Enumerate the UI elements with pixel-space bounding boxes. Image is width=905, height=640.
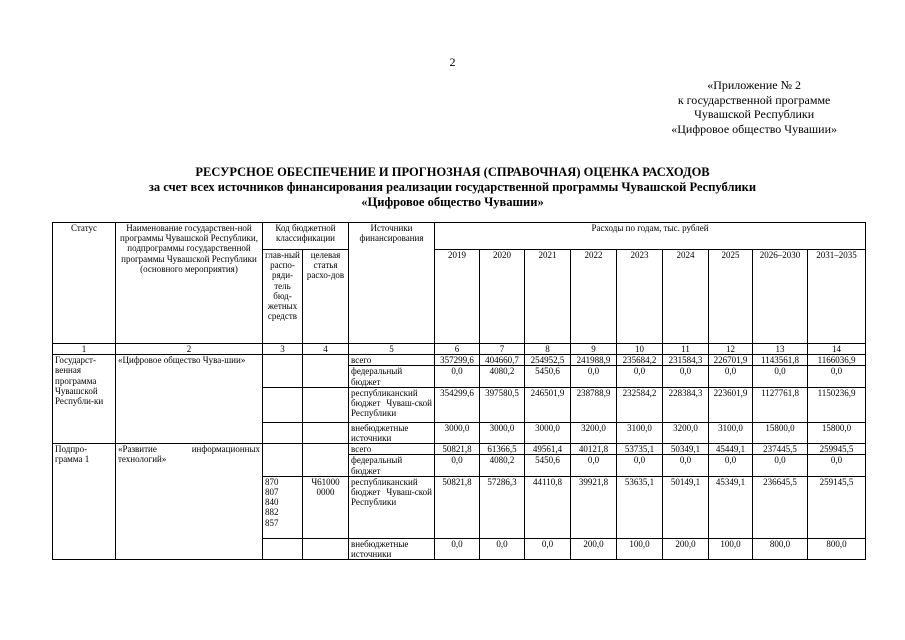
value-cell: 0,0: [709, 455, 753, 476]
code-main-cell: [263, 444, 303, 477]
value-cell: 231584,3: [663, 355, 709, 366]
value-cell: 50821,8: [435, 476, 480, 538]
value-cell: 45449,1: [709, 444, 753, 455]
appendix-line: «Приложение № 2: [707, 78, 802, 92]
code-target-cell: [303, 422, 349, 443]
code-target-cell: [303, 387, 349, 422]
header-code-target: целевая статья расхо-дов: [303, 250, 349, 344]
value-cell: 0,0: [435, 538, 480, 559]
code-main-cell: [263, 538, 303, 559]
source-cell: федеральный бюджет: [349, 455, 435, 476]
value-cell: 241988,9: [571, 355, 617, 366]
value-cell: 40121,8: [571, 444, 617, 455]
source-cell: всего: [349, 444, 435, 455]
code-target-cell: [303, 355, 349, 388]
column-number-cell: 2: [116, 344, 263, 355]
source-cell: внебюджетные источники: [349, 538, 435, 559]
header-year: 2023: [617, 250, 663, 344]
value-cell: 259145,5: [808, 476, 866, 538]
source-cell: федеральный бюджет: [349, 366, 435, 387]
value-cell: 1150236,9: [808, 387, 866, 422]
title-line: РЕСУРСНОЕ ОБЕСПЕЧЕНИЕ И ПРОГНОЗНАЯ (СПРАВОЧНАЯ) ОЦЕНКА РАСХОДОВ: [195, 165, 710, 179]
value-cell: 259945,5: [808, 444, 866, 455]
value-cell: 800,0: [753, 538, 808, 559]
value-cell: 3100,0: [709, 422, 753, 443]
column-number-cell: 14: [808, 344, 866, 355]
value-cell: 0,0: [525, 538, 571, 559]
document-title: [0, 165, 905, 210]
header-year: 2022: [571, 250, 617, 344]
program-name-cell: «Развитие информационных технологий»: [116, 444, 263, 560]
value-cell: 236645,5: [753, 476, 808, 538]
value-cell: 61366,5: [480, 444, 525, 455]
value-cell: 226701,9: [709, 355, 753, 366]
value-cell: 0,0: [435, 455, 480, 476]
value-cell: 228384,3: [663, 387, 709, 422]
code-main-cell: [263, 355, 303, 388]
value-cell: 15800,0: [753, 422, 808, 443]
value-cell: 1166036,9: [808, 355, 866, 366]
value-cell: 0,0: [571, 455, 617, 476]
header-year: 2020: [480, 250, 525, 344]
header-year: 2021: [525, 250, 571, 344]
value-cell: 254952,5: [525, 355, 571, 366]
value-cell: 3000,0: [525, 422, 571, 443]
column-number-cell: 8: [525, 344, 571, 355]
page-number: 2: [449, 55, 456, 69]
header-year: 2026–2030: [753, 250, 808, 344]
header-year: 2031–2035: [808, 250, 866, 344]
value-cell: 0,0: [617, 366, 663, 387]
value-cell: 200,0: [571, 538, 617, 559]
value-cell: 0,0: [663, 455, 709, 476]
value-cell: 0,0: [617, 455, 663, 476]
value-cell: 100,0: [709, 538, 753, 559]
value-cell: 0,0: [571, 366, 617, 387]
value-cell: 3200,0: [571, 422, 617, 443]
source-cell: республиканский бюджет Чуваш-ской Республики: [349, 387, 435, 422]
code-main-cell: 870 807 840 882 857: [263, 476, 303, 538]
value-cell: 3000,0: [480, 422, 525, 443]
value-cell: 15800,0: [808, 422, 866, 443]
value-cell: 3100,0: [617, 422, 663, 443]
value-cell: 238788,9: [571, 387, 617, 422]
header-code: Код бюджетной классификации: [263, 223, 349, 250]
value-cell: 0,0: [753, 455, 808, 476]
value-cell: 404660,7: [480, 355, 525, 366]
appendix-block: [671, 78, 837, 136]
program-name-cell: «Цифровое общество Чува-шии»: [116, 355, 263, 444]
column-number-cell: 9: [571, 344, 617, 355]
title-line: «Цифровое общество Чувашии»: [361, 195, 544, 209]
value-cell: 232584,2: [617, 387, 663, 422]
value-cell: 0,0: [808, 455, 866, 476]
value-cell: 354299,6: [435, 387, 480, 422]
value-cell: 57286,3: [480, 476, 525, 538]
value-cell: 3200,0: [663, 422, 709, 443]
value-cell: 49561,4: [525, 444, 571, 455]
value-cell: 44110,8: [525, 476, 571, 538]
status-cell: Подпро-грамма 1: [53, 444, 116, 560]
column-number-cell: 4: [303, 344, 349, 355]
value-cell: 1127761,8: [753, 387, 808, 422]
value-cell: 0,0: [663, 366, 709, 387]
column-number-cell: 6: [435, 344, 480, 355]
value-cell: 237445,5: [753, 444, 808, 455]
code-target-cell: Ч61000 0000: [303, 476, 349, 538]
value-cell: 100,0: [617, 538, 663, 559]
source-cell: республиканский бюджет Чуваш-ской Республики: [349, 476, 435, 538]
value-cell: 223601,9: [709, 387, 753, 422]
value-cell: 1143561,8: [753, 355, 808, 366]
column-number-row: [53, 344, 866, 355]
table-row: [53, 444, 866, 455]
column-number-cell: 10: [617, 344, 663, 355]
header-year: 2025: [709, 250, 753, 344]
code-main-cell: [263, 387, 303, 422]
budget-table: [52, 222, 866, 560]
value-cell: 39921,8: [571, 476, 617, 538]
value-cell: 0,0: [709, 366, 753, 387]
column-number-cell: 11: [663, 344, 709, 355]
value-cell: 0,0: [435, 366, 480, 387]
value-cell: 235684,2: [617, 355, 663, 366]
source-cell: всего: [349, 355, 435, 366]
value-cell: 800,0: [808, 538, 866, 559]
value-cell: 4080,2: [480, 366, 525, 387]
column-number-cell: 3: [263, 344, 303, 355]
header-status: Статус: [53, 223, 116, 344]
header-expenses: Расходы по годам, тыс. рублей: [435, 223, 866, 250]
title-line: за счет всех источников финансирования реализации государственной программы Чувашской Республики: [148, 180, 757, 194]
value-cell: 246501,9: [525, 387, 571, 422]
value-cell: 397580,5: [480, 387, 525, 422]
header-year: 2019: [435, 250, 480, 344]
value-cell: 200,0: [663, 538, 709, 559]
value-cell: 0,0: [808, 366, 866, 387]
status-cell: Государст-венная программа Чувашской Республи-ки: [53, 355, 116, 444]
value-cell: 50149,1: [663, 476, 709, 538]
value-cell: 4080,2: [480, 455, 525, 476]
column-number-cell: 5: [349, 344, 435, 355]
code-target-cell: [303, 538, 349, 559]
value-cell: 50349,1: [663, 444, 709, 455]
value-cell: 0,0: [480, 538, 525, 559]
column-number-cell: 1: [53, 344, 116, 355]
column-number-cell: 12: [709, 344, 753, 355]
header-name: Наименование государствен-ной программы Чувашской Республики, подпрограммы государственной программы Чувашской Республики (основного мероприятия): [116, 223, 263, 344]
table-body: [53, 355, 866, 560]
header-year: 2024: [663, 250, 709, 344]
code-target-cell: [303, 444, 349, 477]
appendix-line: «Цифровое общество Чувашии»: [671, 121, 837, 136]
appendix-line: Чувашской Республики: [694, 107, 815, 121]
table-row: [53, 355, 866, 366]
header-code-main: глав-ный распо-ряди-тель бюд-жетных средств: [263, 250, 303, 344]
value-cell: 53635,1: [617, 476, 663, 538]
value-cell: 3000,0: [435, 422, 480, 443]
column-number-cell: 13: [753, 344, 808, 355]
appendix-line: к государственной программе: [677, 92, 831, 107]
column-number-cell: 7: [480, 344, 525, 355]
source-cell: внебюджетные источники: [349, 422, 435, 443]
value-cell: 53735,1: [617, 444, 663, 455]
value-cell: 5450,6: [525, 366, 571, 387]
code-main-cell: [263, 422, 303, 443]
value-cell: 50821,8: [435, 444, 480, 455]
value-cell: 45349,1: [709, 476, 753, 538]
value-cell: 0,0: [753, 366, 808, 387]
value-cell: 5450,6: [525, 455, 571, 476]
value-cell: 357299,6: [435, 355, 480, 366]
header-sources: Источники финансирования: [349, 223, 435, 344]
